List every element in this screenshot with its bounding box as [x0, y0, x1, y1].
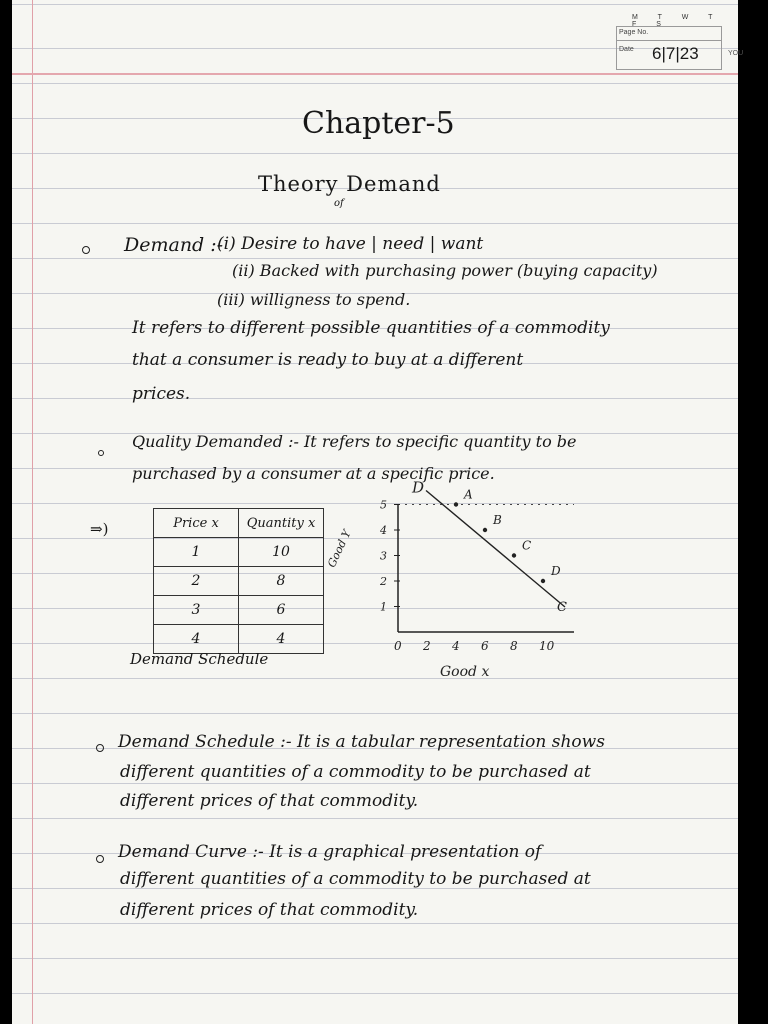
x-tick-label: 10 — [539, 639, 555, 653]
subtitle: Theory Demand — [258, 172, 441, 196]
qd-line-2: purchased by a consumer at a specific price. — [132, 464, 495, 483]
y-axis-label: Good Y — [325, 527, 354, 570]
table-cell: 8 — [239, 567, 324, 596]
point-label: C — [522, 538, 532, 553]
table-row — [154, 538, 324, 567]
y-tick-label: 2 — [380, 575, 387, 588]
y-tick-label: 5 — [380, 498, 387, 512]
demand-def-line-1: It refers to different possible quantities of a commodity — [132, 318, 610, 338]
bullet-dot — [96, 744, 104, 752]
subtitle-caret: of — [334, 198, 344, 209]
demand-def-line-3: prices. — [132, 384, 191, 404]
qd-line-1: Quality Demanded :- It refers to specific quantity to be — [132, 432, 577, 451]
demand-point-2: (ii) Backed with purchasing power (buying capacity) — [232, 261, 658, 280]
point-label: D — [551, 564, 561, 578]
x-tick-label: 0 — [394, 639, 402, 653]
column-header: Quantity x — [239, 509, 324, 538]
x-tick-label: 8 — [510, 639, 518, 653]
table-row — [154, 567, 324, 596]
table-row — [154, 596, 324, 625]
curve-label-end: C — [557, 600, 567, 615]
page-no-label: Page No. — [619, 29, 649, 36]
arrow-mark: ⇒) — [90, 520, 109, 538]
demand-point-1: (i) Desire to have | need | want — [217, 234, 484, 254]
demand-curve-line — [426, 491, 565, 608]
column-header: Price x — [154, 509, 239, 538]
schedule-def-line-1: Demand Schedule :- It is a tabular representation shows — [118, 732, 605, 752]
demand-heading: Demand :- — [124, 234, 224, 256]
data-point — [512, 553, 516, 557]
curve-label-start: D — [412, 478, 425, 497]
top-rule — [12, 73, 738, 75]
demand-curve-chart — [312, 478, 602, 686]
bullet-dot — [98, 450, 104, 456]
data-point — [541, 579, 545, 583]
schedule-def-line-3: different prices of that commodity. — [120, 791, 419, 811]
chart-axes — [379, 499, 574, 654]
demand-schedule-table — [153, 508, 324, 654]
table-cell: 6 — [239, 596, 324, 625]
curve-def-line-3: different prices of that commodity. — [120, 900, 419, 920]
data-point — [454, 502, 458, 506]
y-tick-label: 4 — [380, 524, 387, 537]
table-cell: 4 — [154, 625, 239, 654]
margin-line — [32, 0, 33, 1024]
date-label: Date — [619, 46, 634, 53]
table-cell: 10 — [239, 538, 324, 567]
table-cell: 4 — [239, 625, 324, 654]
table-cell: 2 — [154, 567, 239, 596]
curve-def-line-2: different quantities of a commodity to be purchased at — [120, 869, 591, 889]
schedule-def-line-2: different quantities of a commodity to be purchased at — [120, 762, 591, 782]
x-axis-label: Good x — [440, 664, 490, 680]
bullet-dot — [82, 246, 90, 254]
point-label: A — [464, 487, 473, 502]
y-tick-label: 1 — [380, 600, 387, 614]
data-point — [483, 528, 487, 532]
curve-def-line-1: Demand Curve :- It is a graphical presentation of — [118, 842, 542, 862]
date-value: 6|7|23 — [652, 44, 699, 63]
weekday-letters: M T W T F S — [632, 14, 722, 28]
notebook-page — [12, 0, 744, 1024]
demand-def-line-2: that a consumer is ready to buy at a different — [132, 350, 524, 370]
x-tick-label: 2 — [423, 639, 431, 653]
y-tick-label: 3 — [380, 549, 387, 563]
chart-marks — [411, 479, 567, 616]
table-header-row — [154, 509, 324, 538]
chapter-title: Chapter-5 — [302, 106, 455, 141]
bullet-dot — [96, 855, 104, 863]
demand-point-3: (iii) willigness to spend. — [217, 290, 411, 309]
schedule-caption: Demand Schedule — [130, 650, 269, 668]
side-label: YOU — [728, 50, 744, 57]
table-cell: 3 — [154, 596, 239, 625]
table-cell: 1 — [154, 538, 239, 567]
x-tick-label: 6 — [481, 639, 489, 653]
x-tick-label: 4 — [452, 639, 460, 653]
point-label: B — [493, 513, 502, 527]
